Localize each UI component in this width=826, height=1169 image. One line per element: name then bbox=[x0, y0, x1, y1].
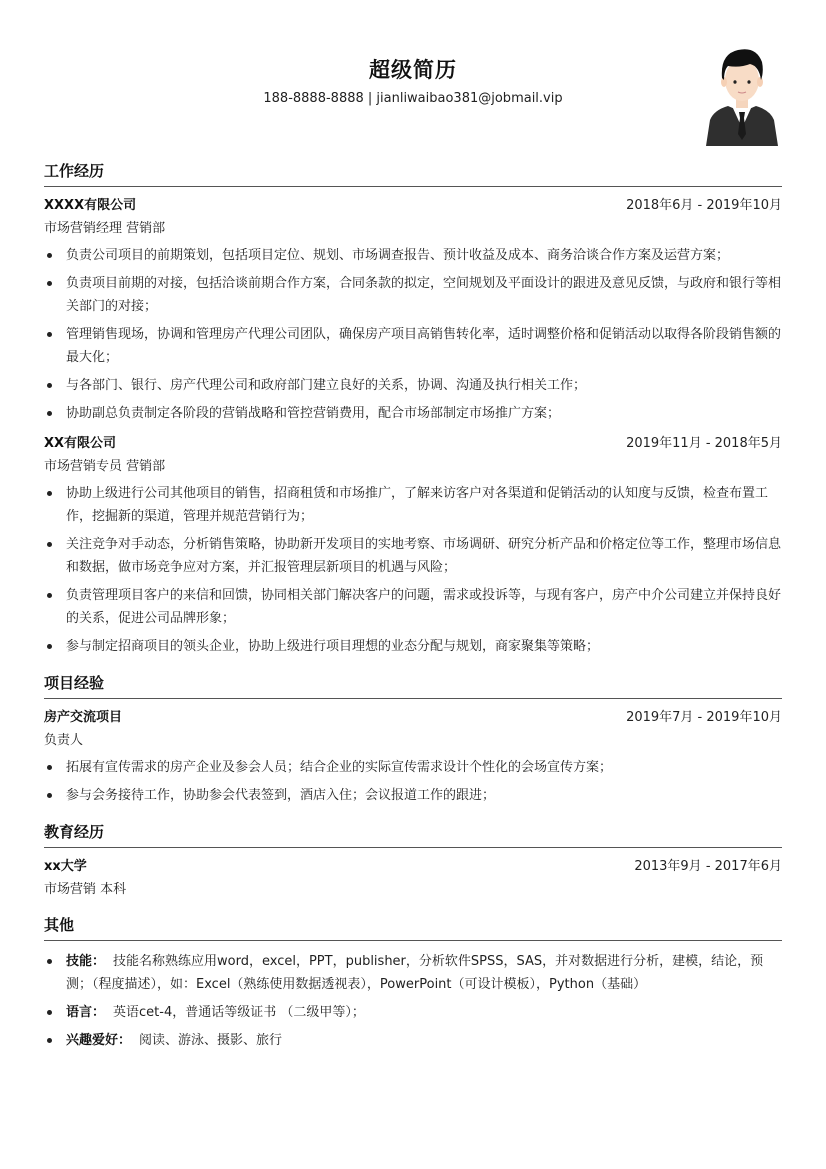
item-value: 阅读、游泳、摄影、旅行 bbox=[139, 1033, 283, 1048]
item-key: 兴趣爱好： bbox=[66, 1033, 132, 1048]
entry-role: 市场营销专员 营销部 bbox=[44, 459, 166, 474]
other-section bbox=[44, 914, 782, 1052]
bullet-item: 拓展有宣传需求的房产企业及参会人员；结合企业的实际宣传需求设计个性化的会场宣传方案； bbox=[44, 756, 782, 779]
resume-page bbox=[44, 0, 782, 1169]
item-value: 技能名称熟练应用word，excel，PPT，publisher，分析软件SPSS，SAS，并对数据进行分析，建模，结论，预测；（程度描述），如：Excel（熟练使用数据透视表），PowerPoint（可设计模板），Python（基础） bbox=[66, 954, 764, 992]
project-section-title: 项目经验 bbox=[44, 672, 782, 699]
item-key: 语言： bbox=[66, 1005, 106, 1020]
bullet-item: 负责公司项目的前期策划，包括项目定位、规划、市场调查报告、预计收益及成本、商务洽谈合作方案及运营方案； bbox=[44, 244, 782, 267]
language-item bbox=[44, 1001, 782, 1024]
entry-date: 2013年9月 - 2017年6月 bbox=[634, 859, 782, 874]
bullet-item: 参与制定招商项目的领头企业，协助上级进行项目理想的业态分配与规划，商家聚集等策略； bbox=[44, 635, 782, 658]
entry-date: 2019年11月 - 2018年5月 bbox=[626, 436, 782, 451]
entry-bullets bbox=[44, 756, 782, 807]
entry-role: 市场营销 本科 bbox=[44, 882, 127, 897]
project-entry bbox=[44, 708, 782, 807]
contact-info: 188-8888-8888 | jianliwaibao381@jobmail.vip bbox=[263, 91, 563, 106]
avatar bbox=[704, 42, 780, 146]
bullet-item: 协助上级进行公司其他项目的销售，招商租赁和市场推广，了解来访客户对各渠道和促销活动的认知度与反馈，检查布置工作，挖掘新的渠道，管理并规范营销行为； bbox=[44, 482, 782, 528]
hobbies-item bbox=[44, 1029, 782, 1052]
bullet-item: 协助副总负责制定各阶段的营销战略和管控营销费用，配合市场部制定市场推广方案； bbox=[44, 402, 782, 425]
entry-role: 市场营销经理 营销部 bbox=[44, 221, 166, 236]
education-section-title: 教育经历 bbox=[44, 821, 782, 848]
bullet-item: 负责管理项目客户的来信和回馈，协同相关部门解决客户的问题，需求或投诉等，与现有客户，房产中介公司建立并保持良好的关系，促进公司品牌形象； bbox=[44, 584, 782, 630]
education-section bbox=[44, 821, 782, 900]
bullet-item: 关注竞争对手动态，分析销售策略，协助新开发项目的实地考察、市场调研、研究分析产品和价格定位等工作，整理市场信息和数据，做市场竞争应对方案，并汇报管理层新项目的机遇与风险； bbox=[44, 533, 782, 579]
work-entry bbox=[44, 434, 782, 658]
bullet-item: 负责项目前期的对接，包括洽谈前期合作方案，合同条款的拟定，空间规划及平面设计的跟进及意见反馈，与政府和银行等相关部门的对接； bbox=[44, 272, 782, 318]
work-section bbox=[44, 160, 782, 658]
work-section-title: 工作经历 bbox=[44, 160, 782, 187]
bullet-item: 与各部门、银行、房产代理公司和政府部门建立良好的关系，协调、沟通及执行相关工作； bbox=[44, 374, 782, 397]
entry-organization: XX有限公司 bbox=[44, 436, 117, 451]
entry-bullets bbox=[44, 244, 782, 425]
entry-organization: 房产交流项目 bbox=[44, 710, 123, 725]
project-section bbox=[44, 672, 782, 807]
entry-bullets bbox=[44, 482, 782, 658]
item-value: 英语cet-4，普通话等级证书 （二级甲等）； bbox=[113, 1005, 365, 1020]
entry-date: 2018年6月 - 2019年10月 bbox=[626, 198, 782, 213]
entry-date: 2019年7月 - 2019年10月 bbox=[626, 710, 782, 725]
bullet-item: 管理销售现场，协调和管理房产代理公司团队，确保房产项目高销售转化率，适时调整价格和促销活动以取得各阶段销售额的最大化； bbox=[44, 323, 782, 369]
candidate-name: 超级简历 bbox=[369, 58, 457, 82]
other-section-title: 其他 bbox=[44, 914, 782, 941]
item-key: 技能： bbox=[66, 954, 106, 969]
education-entry bbox=[44, 857, 782, 900]
resume-header bbox=[44, 0, 782, 148]
entry-role: 负责人 bbox=[44, 733, 84, 748]
other-bullets bbox=[44, 950, 782, 1052]
skills-item bbox=[44, 950, 782, 996]
entry-organization: XXXX有限公司 bbox=[44, 198, 137, 213]
entry-organization: xx大学 bbox=[44, 859, 87, 874]
work-entry bbox=[44, 196, 782, 425]
bullet-item: 参与会务接待工作，协助参会代表签到，酒店入住；会议报道工作的跟进； bbox=[44, 784, 782, 807]
